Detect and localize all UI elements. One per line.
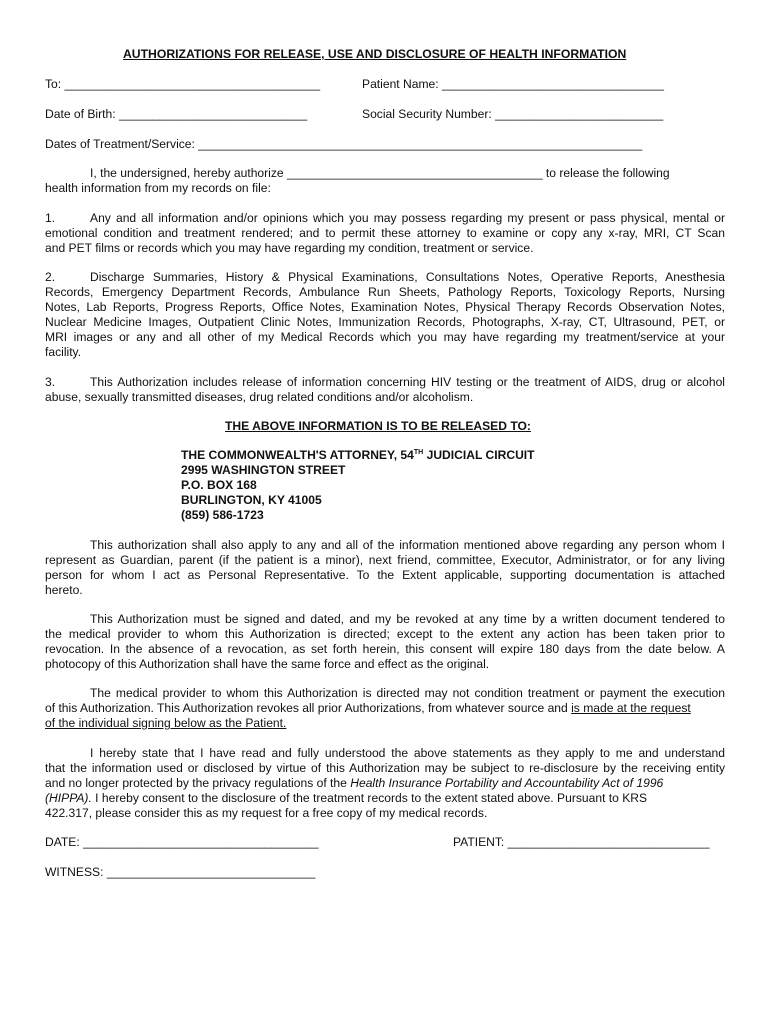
recipient-name: THE COMMONWEALTH'S ATTORNEY, 54TH JUDICIAL CIRCUIT (181, 448, 535, 462)
revocation-paragraph: This Authorization must be signed and dated, and my be revoked at any time by a written document tendered to the medical provider to whom this Authorization is directed; except to the extent any action has been taken prior to revocation. In the absence of a revocation, as set forth herein, this consent will expire 180 days from the date below. A photocopy of this Authorization shall have the same force and effect as the original. (45, 612, 725, 671)
document-title: AUTHORIZATIONS FOR RELEASE, USE AND DISCLOSURE OF HEALTH INFORMATION (123, 47, 627, 61)
recipient-street: 2995 WASHINGTON STREET (181, 463, 346, 477)
item-text: Nuclear Medicine Images, Outpatient Clinic Notes, Immunization Records, Photographs, X-ray, CT, Ultrasound, PET, or (45, 315, 725, 329)
recipient-phone: (859) 586-1723 (181, 508, 264, 522)
item-text: emotional condition and treatment rendered; and to permit these attorney to examine or copy any x-ray, MRI, CT Scan (45, 226, 725, 240)
item-number: 1. (45, 211, 56, 225)
item-text: This Authorization includes release of information concerning HIV testing or the treatment of AIDS, drug or alcohol (90, 375, 725, 389)
authorize-line[interactable]: I, the undersigned, hereby authorize ______________________________________ to release the following (90, 166, 670, 180)
item-text: Discharge Summaries, History & Physical Examinations, Consultations Notes, Operative Reports, Anesthesia (90, 270, 725, 284)
item-text: facility. (45, 345, 82, 359)
guardian-paragraph: This authorization shall also apply to any and all of the information mentioned above regarding any person whom I represent as Guardian, parent (if the patient is a minor), next friend, committee, Executor, Administrator, or for any living person for whom I act as Personal Representative. To the Extent applicable, supporting documentation is attached hereto. (45, 538, 725, 597)
item-1 (45, 211, 725, 256)
item-text: and PET films or records which you may have regarding my condition, treatment or service. (45, 241, 534, 255)
authorization-statement (45, 166, 725, 196)
patient-signature-field[interactable]: PATIENT: ______________________________ (453, 835, 710, 849)
item-text: Notes, Lab Reports, Progress Reports, Office Notes, Examination Notes, Physical Therapy Records Observation Notes, (45, 300, 725, 314)
authorize-line-2: health information from my records on file: (45, 181, 271, 195)
witness-signature-field[interactable]: WITNESS: _______________________________ (45, 865, 316, 879)
patient-name-field[interactable]: Patient Name: _________________________________ (362, 77, 664, 91)
recipient-po-box: P.O. BOX 168 (181, 478, 257, 492)
social-security-number-field[interactable]: Social Security Number: _________________________ (362, 107, 664, 121)
item-number: 2. (45, 270, 56, 284)
recipient-city: BURLINGTON, KY 41005 (181, 493, 322, 507)
release-heading: THE ABOVE INFORMATION IS TO BE RELEASED TO: (225, 419, 531, 433)
item-text: MRI images or any and all other of my Medical Records which you may have regarding my treatment/service at your (45, 330, 725, 344)
conditions-paragraph: The medical provider to whom this Authorization is directed may not condition treatment or payment the execution of this Authorization. This Authorization revokes all prior Authorizations, from whatever source and is made at the request of the individual signing below as the Patient. (45, 686, 725, 730)
item-number: 3. (45, 375, 56, 389)
release-recipient-address (181, 448, 535, 523)
date-signature-field[interactable]: DATE: ___________________________________ (45, 835, 319, 849)
dates-of-treatment-field[interactable]: Dates of Treatment/Service: __________________________________________________________________ (45, 137, 643, 151)
item-3 (45, 375, 725, 405)
item-text: abuse, sexually transmitted diseases, drug related conditions and/or alcoholism. (45, 390, 474, 404)
item-2 (45, 270, 725, 360)
to-field[interactable]: To: ______________________________________ (45, 77, 321, 91)
date-of-birth-field[interactable]: Date of Birth: ____________________________ (45, 107, 308, 121)
item-text: Any and all information and/or opinions which you may possess regarding my present or pass physical, mental or (90, 211, 725, 225)
acknowledgement-paragraph: I hereby state that I have read and fully understood the above statements as they apply to me and understand that the information used or disclosed by virtue of this Authorization may be subject to re-disclosure by the receiving entity and no longer protected by the privacy regulations of the Health Insurance Portability and Accountability Act of 1996 (HIPPA). I hereby consent to the disclosure of the treatment records to the extent stated above. Pursuant to KRS 422.317, please consider this as my request for a free copy of my medical records. (45, 746, 725, 820)
item-text: Records, Emergency Department Records, Ambulance Run Sheets, Pathology Reports, Toxicology Reports, Nursing (45, 285, 725, 299)
